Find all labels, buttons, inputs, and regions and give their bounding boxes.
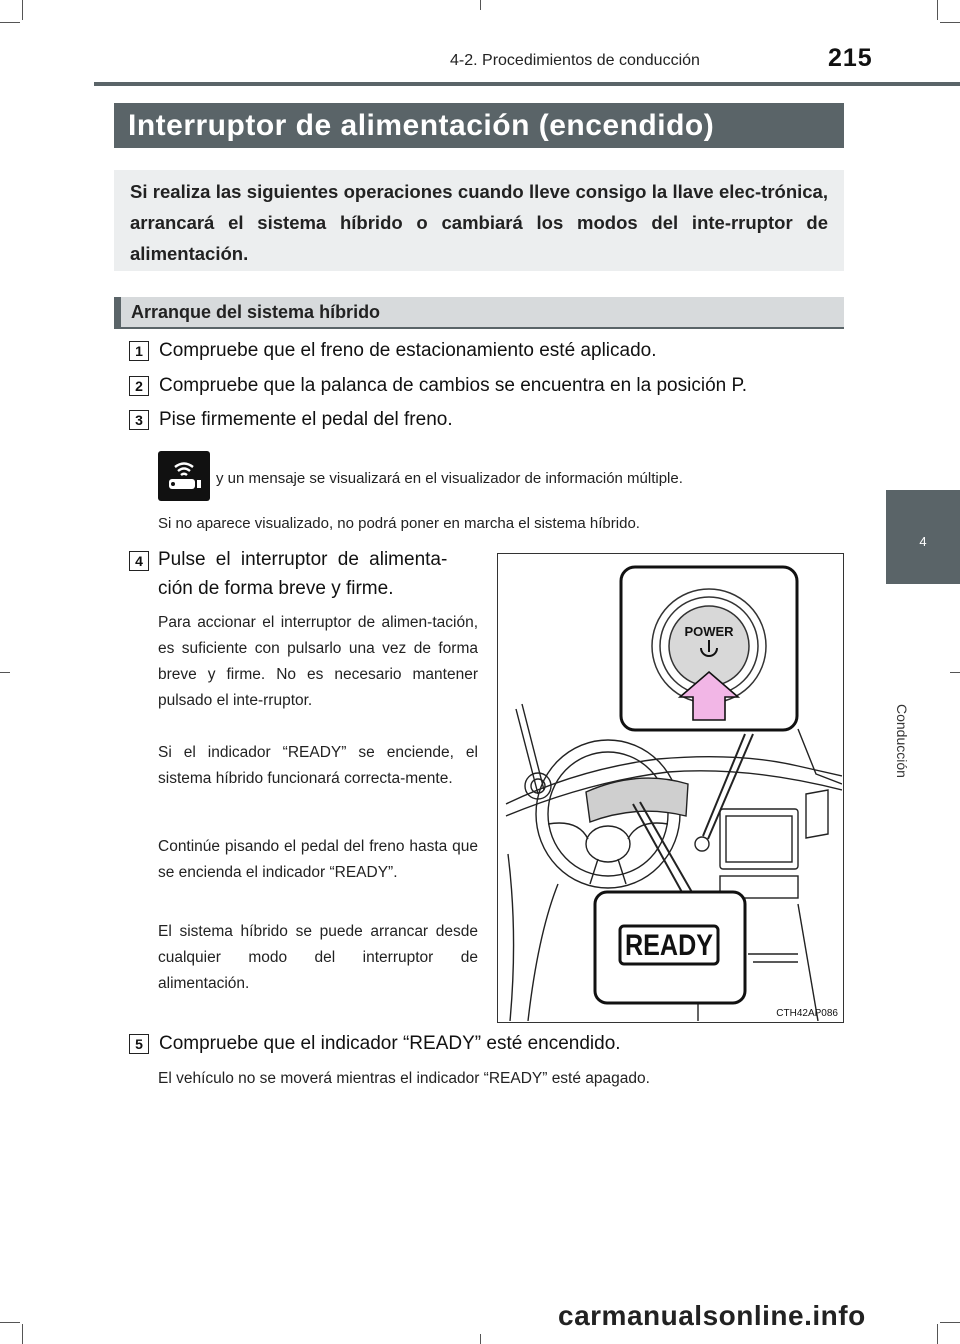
page-number: 215 [828, 44, 873, 72]
crop-mark [940, 22, 960, 23]
step-text-4-line1: Pulse el interruptor de alimenta- [158, 549, 448, 570]
crop-mark [480, 0, 481, 10]
step-text-5: Compruebe que el indicador “READY” esté encendido. [159, 1033, 621, 1054]
step5-note: El vehículo no se moverá mientras el indicador “READY” esté apagado. [158, 1070, 650, 1087]
step4-paragraph: Si el indicador “READY” se enciende, el sistema híbrido funcionará correcta-mente. [158, 744, 478, 787]
step-number-5: 5 [129, 1034, 149, 1054]
crop-mark [0, 672, 10, 673]
watermark: carmanualsonline.info [558, 1300, 866, 1331]
step-text-4-line2: ción de forma breve y firme. [158, 578, 394, 599]
icon-caption: y un mensaje se visualizará en el visualizador de información múltiple. [216, 470, 683, 487]
step-number-3: 3 [129, 410, 149, 430]
crop-mark [937, 1324, 938, 1344]
dashboard-illustration [497, 553, 844, 1023]
chapter-number: 4 [919, 534, 927, 549]
crop-mark [22, 0, 23, 20]
subheading: Arranque del sistema híbrido [131, 302, 381, 322]
smart-key-indicator-icon-graphic [158, 451, 210, 501]
smart-key-indicator-icon [158, 451, 210, 501]
figure-code: CTH42AP086 [776, 1008, 838, 1019]
step-number-2: 2 [129, 376, 149, 396]
step4-paragraph: Para accionar el interruptor de alimen-tación, es suficiente con pulsarlo una vez de forma breve y firme. No es necesario mantener pulsado el inte-rruptor. [158, 614, 478, 709]
chapter-label-wrapper [864, 704, 910, 778]
crop-mark [950, 672, 960, 673]
crop-mark [480, 1334, 481, 1344]
crop-mark [940, 1322, 960, 1323]
step4-paragraph: Continúe pisando el pedal del freno hasta que se encienda el indicador “READY”. [158, 838, 478, 881]
step-text-3: Pise firmemente el pedal del freno. [159, 409, 453, 430]
step-text-2: Compruebe que la palanca de cambios se encuentra en la posición P. [159, 375, 747, 396]
page-title: Interruptor de alimentación (encendido) [128, 109, 715, 142]
header-rule [94, 82, 960, 86]
intro-text: Si realiza las siguientes operaciones cuando lleve consigo la llave elec-trónica, arrancará el sistema híbrido o cambiará los modos del inte-rruptor de alimentación. [130, 181, 828, 264]
chapter-label: Conducción [894, 704, 910, 778]
dashboard-drawing [498, 554, 842, 1021]
power-label: POWER [684, 624, 734, 639]
intro-box [114, 170, 844, 271]
step3-note: Si no aparece visualizado, no podrá poner en marcha el sistema híbrido. [158, 515, 640, 532]
crop-mark [0, 1322, 20, 1323]
step4-paragraph: El sistema híbrido se puede arrancar desde cualquier modo del interruptor de alimentación. [158, 923, 478, 992]
crop-mark [0, 22, 20, 23]
crop-mark [22, 1324, 23, 1344]
step-text-1: Compruebe que el freno de estacionamiento esté aplicado. [159, 340, 657, 361]
step-number-4: 4 [129, 551, 149, 571]
step-number-1: 1 [129, 341, 149, 361]
subheading-bar [114, 297, 844, 329]
crop-mark [937, 0, 938, 20]
ready-label: READY [625, 929, 713, 962]
section-header: 4-2. Procedimientos de conducción [450, 52, 700, 69]
title-bar [114, 103, 844, 148]
chapter-tab [886, 490, 960, 584]
